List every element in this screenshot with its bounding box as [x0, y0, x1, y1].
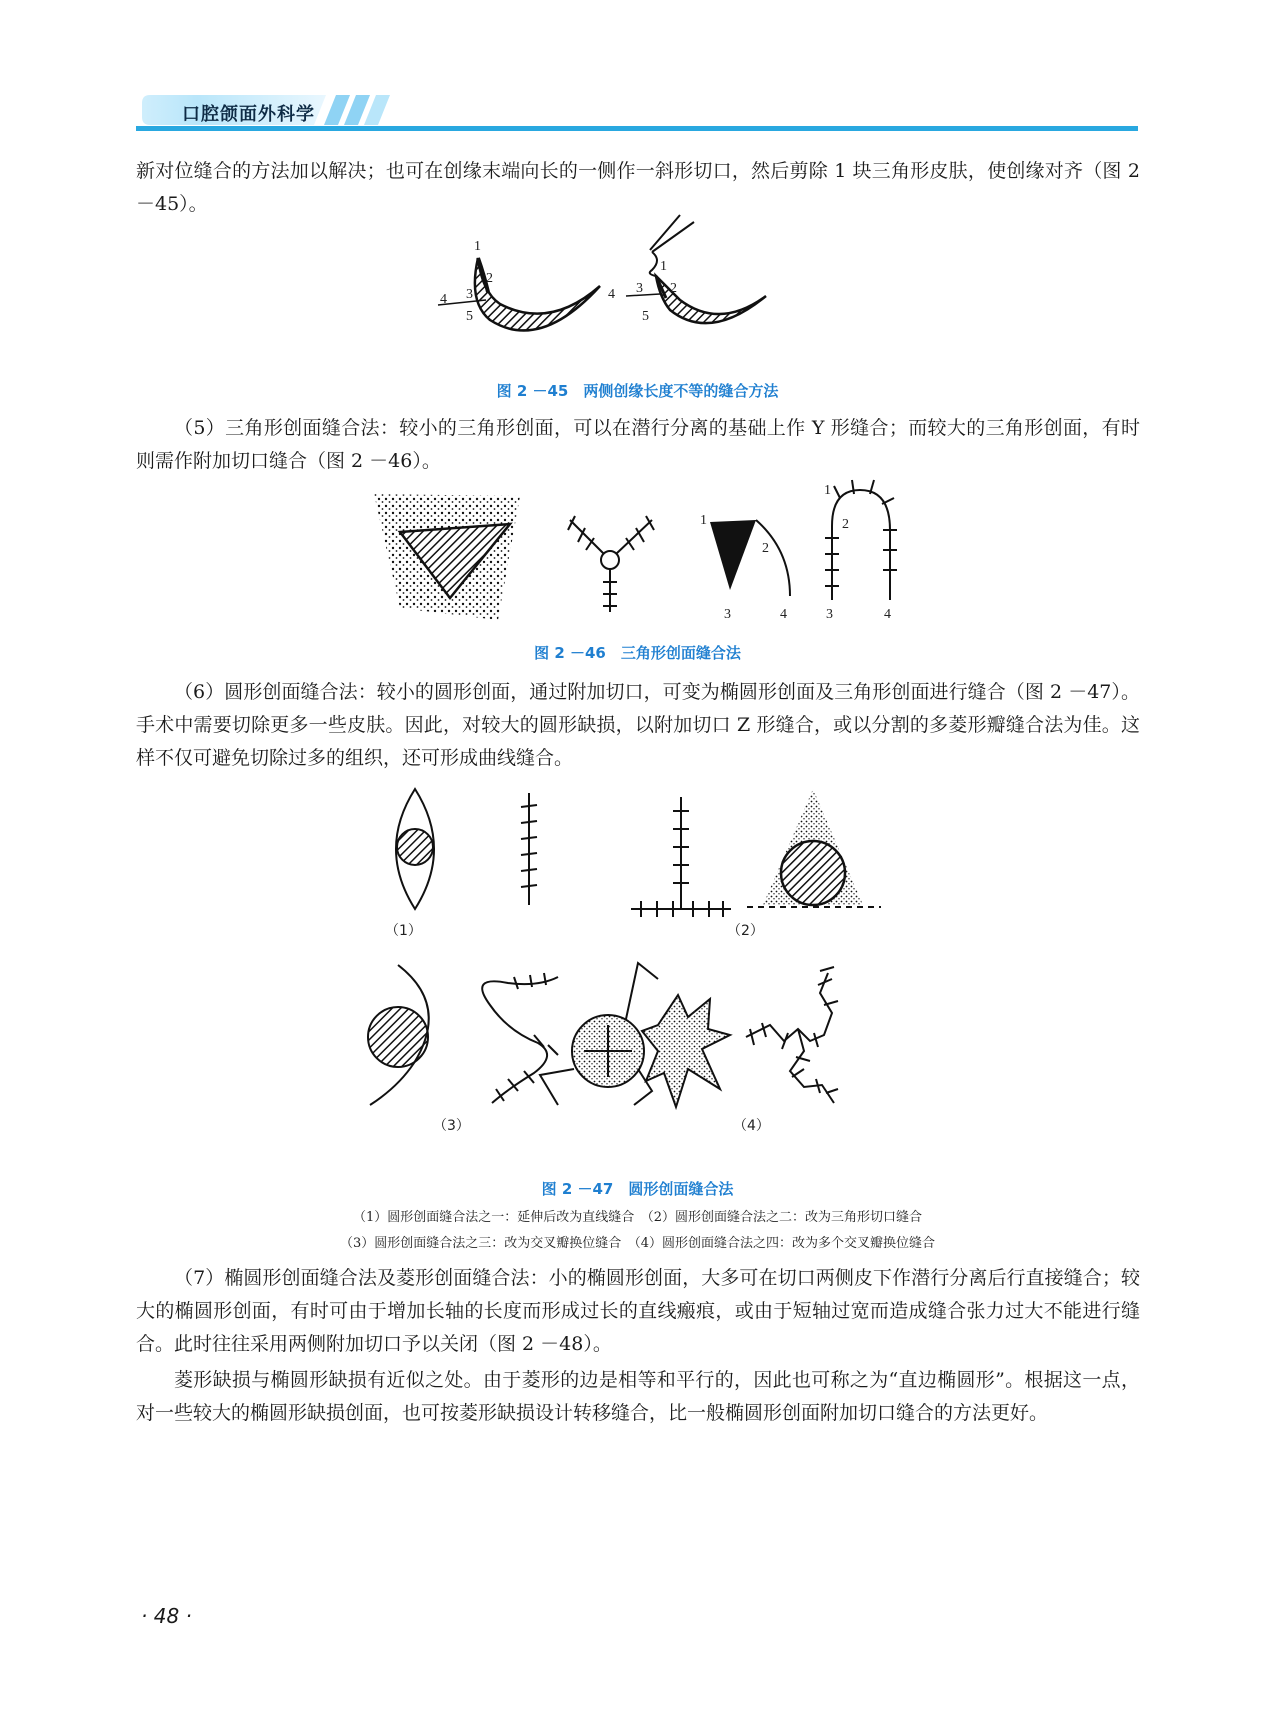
fig46-label: 2 — [842, 517, 849, 532]
figure-2-47-row-2 — [358, 965, 928, 1115]
fig46-flap — [700, 513, 790, 622]
fig45-label: 4 — [440, 292, 447, 307]
fig45-label: 3 — [636, 281, 643, 296]
fig47-circle-z-plasty — [540, 963, 658, 1105]
paragraph-3: （6）圆形创面缝合法：较小的圆形创面，通过附加切口，可变为椭圆形创面及三角形创面进行缝合（图 2 －47）。手术中需要切除更多一些皮肤。因此，对较大的圆形缺损，以附加切口 Z 形缝合，或以分割的多菱形瓣缝合法为佳。这样不仅可避免切除过多的组织，还可形成曲线缝合。 — [136, 681, 1140, 769]
fig45-label: 5 — [642, 309, 649, 324]
fig47-triangle-design — [747, 789, 881, 907]
fig46-label: 1 — [824, 483, 831, 498]
fig45-label: 1 — [660, 259, 667, 274]
fig45-label: 2 — [486, 271, 493, 286]
running-header — [136, 91, 1138, 133]
fig46-label: 4 — [884, 607, 891, 622]
figure-2-47-row-1 — [385, 785, 905, 920]
fig47-note-1: （1）圆形创面缝合法之一：延伸后改为直线缝合 （2）圆形创面缝合法之二：改为三角形切口缝合 — [352, 1210, 923, 1225]
paragraph-5: 菱形缺损与椭圆形缺损有近似之处。由于菱形的边是相等和平行的，因此也可称之为“直边椭圆形”。根据这一点，对一些较大的椭圆形缺损创面，也可按菱形缺损设计转移缝合，比一般椭圆形创面附加切口缝合的方法更好。 — [136, 1369, 1140, 1424]
fig46-label: 3 — [724, 607, 731, 622]
fig45-label: 5 — [466, 309, 473, 324]
fig47-sublabel-4: （4） — [733, 1118, 770, 1134]
fig47-note-2: （3）圆形创面缝合法之三：改为交叉瓣换位缝合 （4）圆形创面缝合法之四：改为多个交叉瓣换位缝合 — [339, 1236, 936, 1251]
fig46-triangle-wound — [374, 494, 520, 620]
fig46-label: 3 — [826, 607, 833, 622]
figure-caption-2-46: 图 2 －46 三角形创面缝合法 — [534, 644, 741, 662]
figure-2-46 — [370, 483, 930, 630]
fig45-label: 4 — [608, 287, 615, 302]
fig46-y-suture — [568, 516, 654, 612]
fig45-left-wound — [438, 239, 600, 330]
fig46-label: 1 — [700, 513, 707, 528]
fig47-multi-flap — [642, 995, 730, 1107]
fig47-straight-suture — [521, 793, 537, 905]
fig46-label: 4 — [780, 607, 787, 622]
fig47-sublabel-2: （2） — [727, 923, 764, 939]
fig47-sublabel-1: （1） — [385, 923, 422, 939]
figure-caption-2-47: 图 2 －47 圆形创面缝合法 — [541, 1180, 734, 1198]
fig47-lens-wound — [396, 789, 434, 909]
fig45-right-wound — [608, 215, 766, 324]
figure-caption-2-45: 图 2 －45 两侧创缘长度不等的缝合方法 — [496, 382, 779, 400]
paragraph-2: （5）三角形创面缝合法：较小的三角形创面，可以在潜行分离的基础上作 Y 形缝合；而较大的三角形创面，有时则需作附加切口缝合（图 2 －46）。 — [136, 417, 1140, 472]
fig47-circle-rotation — [368, 965, 429, 1105]
fig47-sublabel-3: （3） — [433, 1118, 470, 1134]
figure-2-45 — [430, 230, 860, 365]
paragraph-4: （7）椭圆形创面缝合法及菱形创面缝合法：小的椭圆形创面，大多可在切口两侧皮下作潜行分离后行直接缝合；较大的椭圆形创面，有时可由于增加长轴的长度而形成过长的直线瘢痕，或由于短轴过宽而造成缝合张力过大不能进行缝合。此时往往采用两侧附加切口予以关闭（图 2 －48）。 — [136, 1267, 1140, 1355]
paragraph-1: 新对位缝合的方法加以解决；也可在创缘末端向长的一侧作一斜形切口，然后剪除 1 块三角形皮肤，使创缘对齐（图 2 －45）。 — [136, 160, 1140, 215]
fig46-arch-suture — [825, 480, 897, 600]
page-number: · 48 · — [141, 1604, 192, 1628]
fig45-label: 3 — [466, 287, 473, 302]
fig47-l-suture — [631, 797, 731, 917]
fig47-s-suture — [482, 973, 558, 1103]
fig46-label: 2 — [762, 541, 769, 556]
fig45-label: 2 — [670, 281, 677, 296]
fig45-label: 1 — [474, 239, 481, 254]
fig47-zigzag-suture — [746, 967, 838, 1103]
header-title: 口腔颌面外科学 — [182, 104, 315, 125]
